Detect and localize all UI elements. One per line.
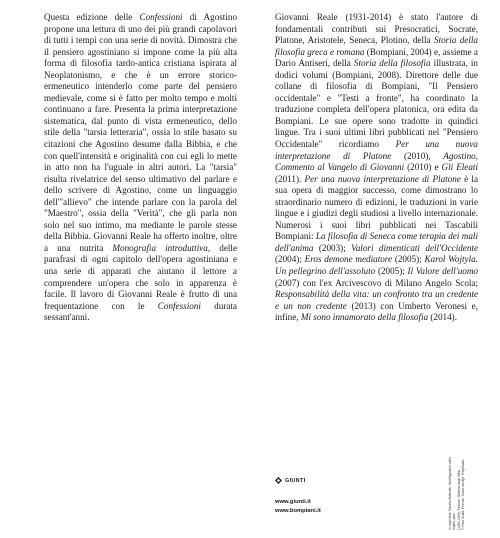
title-italic: Gli Eleati xyxy=(441,162,478,173)
credit-line: (1480-1490). Firenze, Galleria degli Uffizi. xyxy=(456,469,461,530)
text-run: di Agostino propone una lettura di uno dei più grandi capolavori di tutti i tempi con una serie di novità. Dimostra che il pensiero agostiniano si impone come la più alta forma di filosofia tardo-antica cristiana ispirata al Neoplatonismo, e che è un errore storico-ermeneutico intenderlo come parte del pensiero medievale, come si è fatto per molto tempo e molti continuano a fare. Presenta la prima interpretazione sistematica, dal punto di vista ermeneutico, dello stile della "tarsia letteraria", ossia lo stile basato su citazioni che Agostino desume dalla Bibbia, e che con quell'intensità e originalità con cui egli lo mette in atto non ha l'uguale in altri autori. La "tarsia" risulta rivelatrice del senso ultimativo del parlare e dello scrivere di Agostino, come un linguaggio dell'"allievo" che intende parlare con la parola del "Maestro", ossia della "Verità", che gli parla non solo nel suo intimo, ma mediante le parole stesse della Bibbia. Giovanni Reale ha offerto inoltre, oltre a una nutrita xyxy=(44,12,238,253)
text-run: (2003); xyxy=(313,242,352,253)
text-run: Questa edizione delle xyxy=(44,12,140,22)
text-run: è la sua opera di maggior successo, come dimostrano lo straordinario numero di edizioni, le traduzioni in varie lingue e i giudizi degli studiosi a livello internazionale. Numerosi i suoi libri pubblicati nei Tascabili Bompiani: xyxy=(275,173,478,242)
title-italic: Mi sono innamorato della filosofia xyxy=(300,312,429,323)
title-italic: Confessioni xyxy=(139,12,183,22)
title-italic: Eros demone mediatore xyxy=(304,254,393,265)
text-run: (2014). xyxy=(428,312,457,323)
title-italic: Storia della filosofia xyxy=(353,58,431,69)
text-run: (2011). xyxy=(275,173,305,184)
credit-line: © Foto Scala, Firenze. Cover design: Polystudio. xyxy=(461,458,466,530)
publisher-logo xyxy=(275,477,305,484)
title-italic: Storia della filosofia greca e romana xyxy=(275,35,478,57)
title-italic: Monografia introduttiva xyxy=(112,242,208,253)
text-run: (Bompiani, 2004) e, assieme a Dario Antiseri, della xyxy=(275,46,478,69)
title-italic: Karol Wojtyla. Un pellegrino dell'assoluto xyxy=(275,254,478,277)
text-run: Giovanni Reale (1931-2014) è stato l'autore di fondamentali contributi sui Presocratici, Socrate, Platone, Aristotele, Seneca, Plotino, della xyxy=(275,12,478,46)
cover-credits xyxy=(448,450,466,530)
publisher-urls xyxy=(275,498,321,516)
text-run: (2010) e xyxy=(404,162,442,173)
title-italic: Il Valore dell'uomo xyxy=(407,266,478,277)
credit-line: In copertina: Sandro Botticelli, Sant'Agostino nello studio, part. xyxy=(448,457,457,530)
title-italic: Per una nuova interpretazione di Platone xyxy=(275,139,478,161)
book-description xyxy=(44,12,237,324)
title-italic: Valori dimenticati dell'Occidente xyxy=(351,242,478,253)
publisher-name: GIUNTI xyxy=(285,477,306,484)
title-italic: La filosofia di Seneca come terapia dei mali dell'anima xyxy=(275,231,478,253)
title-italic: Agostino, Commento al Vangelo di Giovanni xyxy=(275,150,478,173)
description-paragraph xyxy=(44,12,237,324)
text-run: , delle parafrasi di ogni capitolo dell'opera agostiniana e una serie di apparati che aiutano il lettore a comprendere un'opera che solo in apparenza è facile. Il lavoro di Giovanni Reale è frutto di una frequentazione con le xyxy=(44,242,238,311)
text-run: illustrata, in dodici volumi (Bompiani, 2008). Direttore delle due collane di filosofia di Bompiani, "Il Pensiero occidentale" e "Testi a fronte", ha coordinato la traduzione completa dell'opera platonica, ora edita da Bompiani. Le sue opere sono tradotte in quindici lingue. Tra i suoi ultimi libri pubblicati nel "Pensiero Occidentale" ricordiamo xyxy=(275,58,478,150)
giunti-logo-icon xyxy=(275,477,282,484)
text-run: (2005); xyxy=(375,266,408,277)
text-run: (2007) con l'ex Arcivescovo di Milano Angelo Scola; xyxy=(275,277,478,288)
text-run: (2010), xyxy=(391,150,444,161)
text-run: (2005); xyxy=(392,254,425,265)
text-run: (2004); xyxy=(275,254,305,265)
text-run: durata sessant'anni. xyxy=(44,300,237,323)
bompiani-url[interactable]: www.bompiani.it xyxy=(275,508,321,514)
text-run: (2013) con Umberto Veronesi e, infine, xyxy=(275,300,478,323)
biography-paragraph xyxy=(275,12,478,324)
title-italic: Per una nuova interpretazione di Platone xyxy=(304,173,461,184)
title-italic: Confessioni xyxy=(157,300,201,311)
giunti-url[interactable]: www.giunti.it xyxy=(275,499,311,505)
title-italic: Responsabilità della vita: un confronto tra un credente e un non credente xyxy=(275,289,478,311)
author-biography xyxy=(275,12,478,324)
